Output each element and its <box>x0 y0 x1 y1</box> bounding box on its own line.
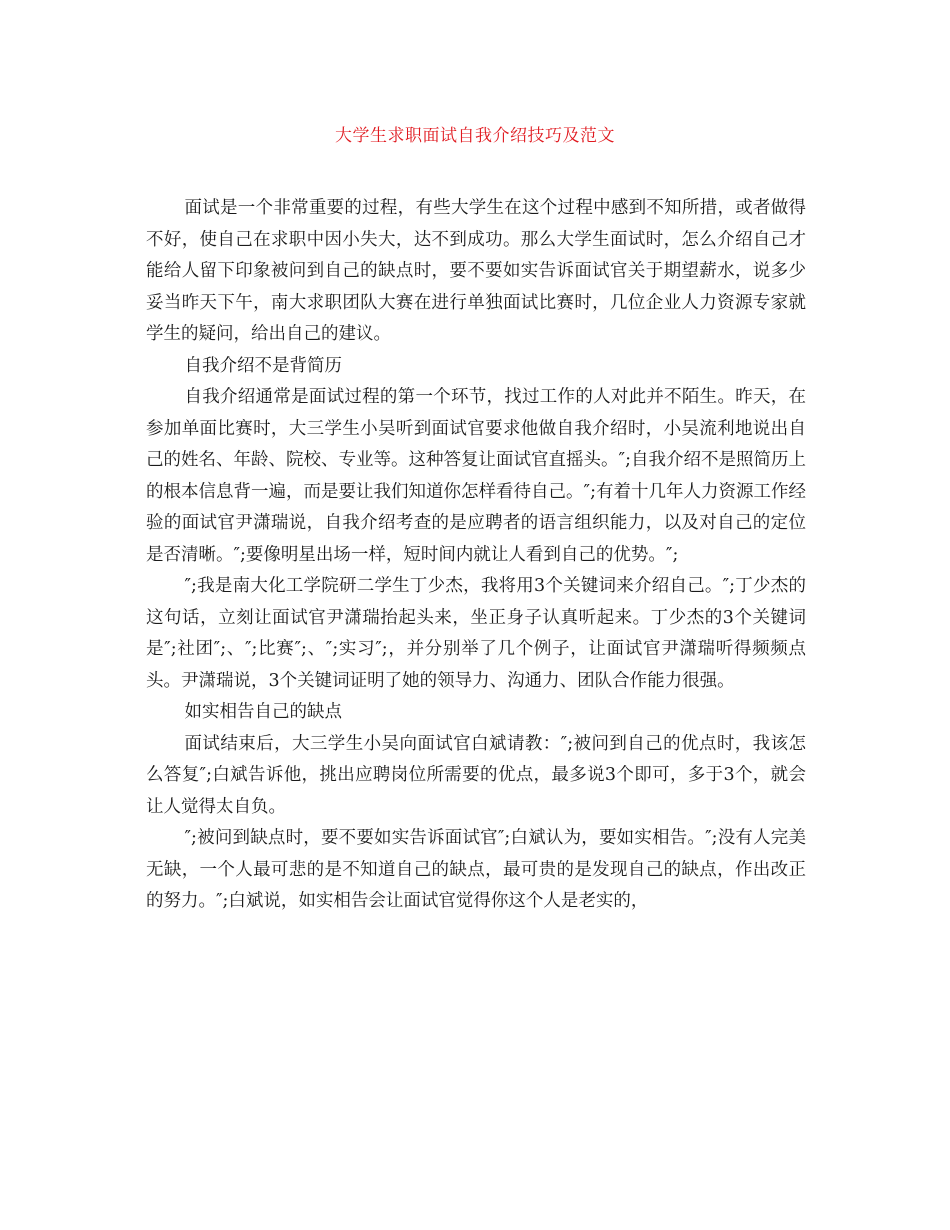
section-heading-weakness: 如实相告自己的缺点 <box>184 702 342 722</box>
section-heading-self-intro: 自我介绍不是背简历 <box>184 355 342 376</box>
paragraph-keywords: ″;我是南大化工学院研二学生丁少杰，我将用3个关键词来介绍自己。″;丁少杰的这句话，立刻让面试官尹潇瑞抬起头来，坐正身子认真听起来。丁少杰的3个关键词是″;社团″;、″;比赛″;、″;实习″;，并分别举了几个例子，让面试官尹潇瑞听得频频点头。尹潇瑞说，3个关键词证明了她的领导力、沟通力、团队合作能力很强。 <box>146 576 806 691</box>
paragraph-weakness: ″;被问到缺点时，要不要如实告诉面试官″;白斌认为，要如实相告。″;没有人完美无缺，一个人最可悲的是不知道自己的缺点，最可贵的是发现自己的缺点，作出改正的努力。″;白斌说，如实相告会让面试官觉得你这个人是老实的， <box>146 828 806 911</box>
paragraph-intro: 面试是一个非常重要的过程，有些大学生在这个过程中感到不知所措，或者做得不好，使自己在求职中因小失大，达不到成功。那么大学生面试时，怎么介绍自己才能给人留下印象被问到自己的缺点时，要不要如实告诉面试官关于期望薪水，说多少妥当昨天下午，南大求职团队大赛在进行单独面试比赛时，几位企业人力资源专家就学生的疑问，给出自己的建议。 <box>146 198 806 344</box>
paragraph-self-intro: 自我介绍通常是面试过程的第一个环节，找过工作的人对此并不陌生。昨天，在参加单面比赛时，大三学生小吴听到面试官要求他做自我介绍时，小吴流利地说出自己的姓名、年龄、院校、专业等。这种答复让面试官直摇头。″;自我介绍不是照简历上的根本信息背一遍，而是要让我们知道你怎样看待自己。″;有着十几年人力资源工作经验的面试官尹潇瑞说，自我介绍考查的是应聘者的语言组织能力，以及对自己的定位是否清晰。″;要像明星出场一样，短时间内就让人看到自己的优势。″; <box>146 387 806 565</box>
document-body <box>146 193 806 918</box>
paragraph-strengths: 面试结束后，大三学生小吴向面试官白斌请教：″;被问到自己的优点时，我该怎么答复″;白斌告诉他，挑出应聘岗位所需要的优点，最多说3个即可，多于3个，就会让人觉得太自负。 <box>146 733 806 817</box>
document-title: 大学生求职面试自我介绍技巧及范文 <box>335 126 615 146</box>
